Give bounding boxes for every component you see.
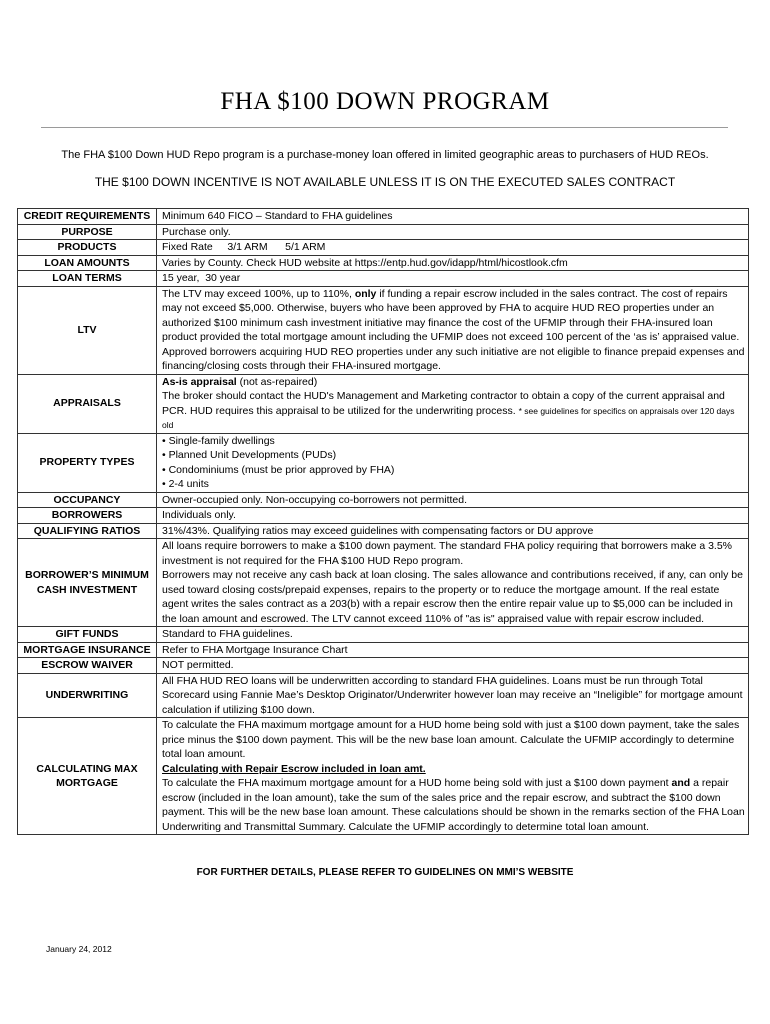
ltv-text-before: The LTV may exceed 100%, up to 110%, xyxy=(162,287,355,300)
row-value: NOT permitted. xyxy=(157,658,749,674)
table-row xyxy=(18,658,749,674)
table-row xyxy=(18,271,749,287)
ltv-text-after: if funding a repair escrow included in the sales contract. The cost of repairs may not exceed $5,000. Otherwise, buyers who have been approved by FHA to acquire HUD REO properties under an authorized $100 minimum cash investment initiative may finance the cost of the UFMIP through their FHA-insured loan product provided the total mortgage amount including the UFMIP does not exceed 100 percent of the ‘as is’ appraised value. Approved borrowers acquiring HUD REO properties under any such initiative are not eligible to finance prepaid expenses and financing/closing costs through their FHA-insured mortgage. xyxy=(162,287,745,372)
row-value xyxy=(157,718,749,835)
row-value: Standard to FHA guidelines. xyxy=(157,627,749,643)
row-label: ESCROW WAIVER xyxy=(18,658,157,674)
table-row xyxy=(18,255,749,271)
row-value: 15 year, 30 year xyxy=(157,271,749,287)
table-row xyxy=(18,642,749,658)
page-title: FHA $100 DOWN PROGRAM xyxy=(220,88,550,115)
footer-note: FOR FURTHER DETAILS, PLEASE REFER TO GUIDELINES ON MMI’S WEBSITE xyxy=(196,867,574,878)
calc-p2-emphasis: and xyxy=(671,777,691,789)
table-row xyxy=(18,718,749,835)
table-row xyxy=(18,539,749,627)
table-row xyxy=(18,374,749,433)
table-row xyxy=(18,523,749,539)
requirements-table xyxy=(17,208,749,835)
incentive-notice: THE $100 DOWN INCENTIVE IS NOT AVAILABLE UNLESS IT IS ON THE EXECUTED SALES CONTRACT xyxy=(94,175,676,189)
title-divider xyxy=(41,127,728,128)
table-row xyxy=(18,433,749,492)
row-label: LTV xyxy=(18,286,157,374)
row-label: UNDERWRITING xyxy=(18,673,157,718)
row-label: BORROWER’S MINIMUM CASH INVESTMENT xyxy=(18,539,157,627)
row-value: 31%/43%. Qualifying ratios may exceed guidelines with compensating factors or DU approve xyxy=(157,523,749,539)
intro-text: The FHA $100 Down HUD Repo program is a purchase-money loan offered in limited geographic areas to purchasers of HUD REOs. xyxy=(61,149,709,161)
calc-paragraph-1: To calculate the FHA maximum mortgage amount for a HUD home being sold with just a $100 down payment, take the sales price minus the $100 down payment. This will be the new base loan amount. Calculate the UFMIP accordingly to determine total loan amount. xyxy=(162,719,740,760)
row-value xyxy=(157,374,749,433)
calc-p2-before: To calculate the FHA maximum mortgage amount for a HUD home being sold with just a $100 down payment xyxy=(162,777,672,789)
min-cash-paragraph-1: All loans require borrowers to make a $100 down payment. The standard FHA policy requiring that borrowers make a 3.5% investment is not required for the FHA $100 HUD Repo program. xyxy=(162,540,733,567)
row-value: Fixed Rate 3/1 ARM 5/1 ARM xyxy=(157,240,749,256)
row-label: QUALIFYING RATIOS xyxy=(18,523,157,539)
row-value: Minimum 640 FICO – Standard to FHA guidelines xyxy=(157,209,749,225)
table-row xyxy=(18,627,749,643)
appraisal-type-suffix: (not as-repaired) xyxy=(236,375,318,388)
row-value: Individuals only. xyxy=(157,508,749,524)
row-value: Owner-occupied only. Non-occupying co-borrowers not permitted. xyxy=(157,492,749,508)
list-item: • Condominiums (must be prior approved by FHA) xyxy=(162,463,395,476)
row-label: APPRAISALS xyxy=(18,374,157,433)
table-row xyxy=(18,224,749,240)
ltv-text-emphasis: only xyxy=(354,287,377,300)
row-label: GIFT FUNDS xyxy=(18,627,157,643)
row-label: PROPERTY TYPES xyxy=(18,433,157,492)
row-label: MORTGAGE INSURANCE xyxy=(18,642,157,658)
row-label: PURPOSE xyxy=(18,224,157,240)
list-item: • Single-family dwellings xyxy=(162,434,275,447)
calc-subheading: Calculating with Repair Escrow included in loan amt. xyxy=(162,762,426,775)
list-item: • 2-4 units xyxy=(162,478,209,490)
appraisal-type-bold: As-is appraisal xyxy=(162,375,237,388)
table-row xyxy=(18,286,749,374)
calc-p2-after: a repair escrow (included in the loan amount), take the sum of the sales price and the repair escrow, and subtract the $100 down payment. This will be the new base loan amount. These calculations should be shown in the remarks section of the FHA Loan Underwriting and Transmittal Summary. Calculate the UFMIP accordingly to determine total loan amount. xyxy=(162,777,745,833)
table-row xyxy=(18,492,749,508)
table-row xyxy=(18,240,749,256)
row-value: Refer to FHA Mortgage Insurance Chart xyxy=(157,642,749,658)
document-date: January 24, 2012 xyxy=(46,944,112,954)
row-label: CALCULATING MAX MORTGAGE xyxy=(18,718,157,835)
row-value xyxy=(157,286,749,374)
row-value: Purchase only. xyxy=(157,224,749,240)
row-value xyxy=(157,539,749,627)
row-label: LOAN AMOUNTS xyxy=(18,255,157,271)
appraisal-text: The broker should contact the HUD's Management and Marketing contractor to obtain a copy of the current appraisal and PCR. HUD requires this appraisal to be utilized for the underwriting process. xyxy=(162,390,725,417)
min-cash-paragraph-2: Borrowers may not receive any cash back at loan closing. The sales allowance and contributions received, if any, can only be used toward closing costs/prepaid expenses, repairs to the property or to reduce the mortgage amount. If the real estate agent writes the sales contract as a 203(b) with a repair escrow then the entire repair value up to $5,000 can be included in the loan amount and escrowed. The LTV cannot exceed 110% of "as is" appraised value with repair escrow included. xyxy=(162,569,743,625)
table-row xyxy=(18,209,749,225)
table-row xyxy=(18,673,749,718)
row-label: PRODUCTS xyxy=(18,240,157,256)
list-item: • Planned Unit Developments (PUDs) xyxy=(162,449,337,461)
row-label: CREDIT REQUIREMENTS xyxy=(18,209,157,225)
row-label: OCCUPANCY xyxy=(18,492,157,508)
table-row xyxy=(18,508,749,524)
appraisal-note: * see guidelines for specifics on appraisals over 120 days old xyxy=(162,405,735,430)
row-value: All FHA HUD REO loans will be underwritten according to standard FHA guidelines. Loans must be run through Total Scorecard using Fannie Mae’s Desktop Originator/Underwriter however loan may receive an “Ineligible” for mortgage amount calculation if utilizing $100 down. xyxy=(157,673,749,718)
row-label: BORROWERS xyxy=(18,508,157,524)
row-value: Varies by County. Check HUD website at https://entp.hud.gov/idapp/html/hicostlook.cfm xyxy=(157,255,749,271)
calc-paragraph-2 xyxy=(162,776,745,834)
row-label: LOAN TERMS xyxy=(18,271,157,287)
row-value xyxy=(157,433,749,492)
appraisal-type xyxy=(162,375,745,390)
